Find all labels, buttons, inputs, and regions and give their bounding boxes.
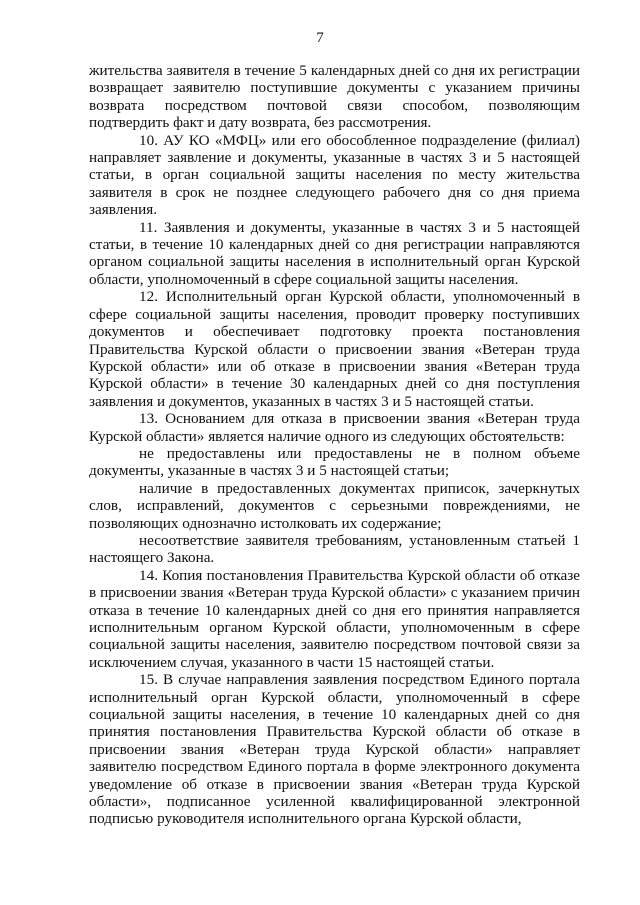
paragraph-10: 10. АУ КО «МФЦ» или его обособленное подразделение (филиал) направляет заявление и документы, указанные в частях 3 и 5 настоящей статьи, в орган социальной защиты населения по месту жительства заявителя в срок не позднее следующего рабочего дня со дня приема заявления. [89, 131, 580, 219]
page-number: 7 [316, 30, 324, 46]
paragraph-13-item-3: несоответствие заявителя требованиям, установленным статьей 1 настоящего Закона. [89, 531, 580, 567]
document-body [89, 62, 580, 828]
paragraph-13: 13. Основанием для отказа в присвоении звания «Ветеран труда Курской области» является наличие одного из следующих обстоятельств: [89, 410, 580, 445]
paragraph-14: 14. Копия постановления Правительства Курской области об отказе в присвоении звания «Ветеран труда Курской области» с указанием причин отказа в течение 10 календарных дней со дня его принятия направляется исполнительным органом Курской области, уполномоченным в сфере социальной защиты населения, заявителю посредством почтовой связи за исключением случая, указанного в части 15 настоящей статьи. [89, 566, 580, 671]
paragraph-11: 11. Заявления и документы, указанные в частях 3 и 5 настоящей статьи, в течение 10 календарных дней со дня регистрации направляются органом социальной защиты населения в исполнительный орган Курской области, уполномоченный в сфере социальной защиты населения. [89, 218, 580, 288]
paragraph-continuation: жительства заявителя в течение 5 календарных дней со дня их регистрации возвращает заявителю поступившие документы с указанием причины возврата посредством почтовой связи способом, позволяющим подтвердить факт и дату возврата, без рассмотрения. [89, 62, 580, 132]
paragraph-12: 12. Исполнительный орган Курской области, уполномоченный в сфере социальной защиты населения, проводит проверку поступивших документов и обеспечивает подготовку проекта постановления Правительства Курской области о присвоении звания «Ветеран труда Курской области» или об отказе в присвоении звания «Ветеран труда Курской области» в течение 30 календарных дней со дня поступления заявления и документов, указанных в частях 3 и 5 настоящей статьи. [89, 288, 580, 410]
paragraph-13-item-1: не предоставлены или предоставлены не в полном объеме документы, указанные в частях 3 и 5 настоящей статьи; [89, 444, 580, 480]
paragraph-15: 15. В случае направления заявления посредством Единого портала исполнительный орган Курской области, уполномоченный в сфере социальной защиты населения, в течение 10 календарных дней со дня принятия постановления Правительства Курской области об отказе в присвоении звания «Ветеран труда Курской области» направляет заявителю посредством Единого портала в форме электронного документа уведомление об отказе в присвоении звания «Ветеран труда Курской области», подписанное усиленной квалифицированной электронной подписью руководителя исполнительного органа Курской области, [89, 671, 580, 828]
paragraph-13-item-2: наличие в предоставленных документах приписок, зачеркнутых слов, исправлений, документов с серьезными повреждениями, не позволяющих однозначно истолковать их содержание; [89, 479, 580, 532]
